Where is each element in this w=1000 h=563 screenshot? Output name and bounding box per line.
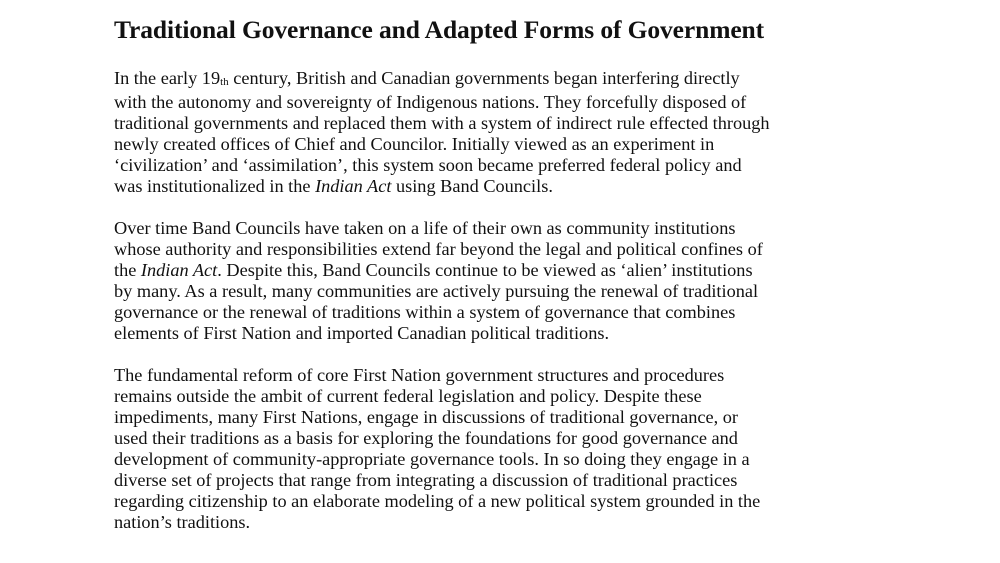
paragraph-line: with the autonomy and sovereignty of Indigenous nations. They forcefully disposed of <box>114 92 747 112</box>
paragraph-1 <box>114 68 894 197</box>
paragraph-line: by many. As a result, many communities are actively pursuing the renewal of traditional <box>114 281 759 301</box>
paragraph-line: whose authority and responsibilities extend far beyond the legal and political confines of <box>114 239 763 259</box>
text-run: century, British and Canadian governments began interfering directly <box>228 68 740 88</box>
text-run: In the early 19 <box>114 68 221 88</box>
paragraph-line <box>114 68 894 92</box>
paragraph-line: diverse set of projects that range from integrating a discussion of traditional practices <box>114 470 738 490</box>
paragraph-line: Over time Band Councils have taken on a life of their own as community institutions <box>114 218 736 238</box>
paragraph-line: nation’s traditions. <box>114 512 251 532</box>
paragraph-line: newly created offices of Chief and Councilor. Initially viewed as an experiment in <box>114 134 715 154</box>
paragraph-line: impediments, many First Nations, engage in discussions of traditional governance, or <box>114 407 738 427</box>
paragraph-line: The fundamental reform of core First Nation government structures and procedures <box>114 365 725 385</box>
paragraph-2 <box>114 218 894 344</box>
document-page <box>114 13 894 554</box>
paragraph-line: ‘civilization’ and ‘assimilation’, this system soon became preferred federal policy and <box>114 155 742 175</box>
paragraph-line: elements of First Nation and imported Canadian political traditions. <box>114 323 610 343</box>
text-run: the <box>114 260 141 280</box>
text-run: using Band Councils. <box>391 176 553 196</box>
paragraph-line: traditional governments and replaced them with a system of indirect rule effected through <box>114 113 770 133</box>
italic-act-name: Indian Act <box>140 260 218 280</box>
paragraph-line: used their traditions as a basis for exploring the foundations for good governance and <box>114 428 738 448</box>
paragraph-line <box>114 260 894 281</box>
text-run: was institutionalized in the <box>114 176 316 196</box>
paragraph-line: governance or the renewal of traditions within a system of governance that combines <box>114 302 736 322</box>
paragraph-line: regarding citizenship to an elaborate modeling of a new political system grounded in the <box>114 491 761 511</box>
ordinal-suffix: th <box>220 76 229 88</box>
italic-act-name: Indian Act <box>315 176 392 196</box>
paragraph-line: development of community-appropriate governance tools. In so doing they engage in a <box>114 449 750 469</box>
paragraph-3 <box>114 365 894 533</box>
text-run: . Despite this, Band Councils continue to be viewed as ‘alien’ institutions <box>217 260 753 280</box>
paragraph-line: remains outside the ambit of current federal legislation and policy. Despite these <box>114 386 702 406</box>
paragraph-line <box>114 176 894 197</box>
document-title: Traditional Governance and Adapted Forms of Government <box>114 15 765 44</box>
